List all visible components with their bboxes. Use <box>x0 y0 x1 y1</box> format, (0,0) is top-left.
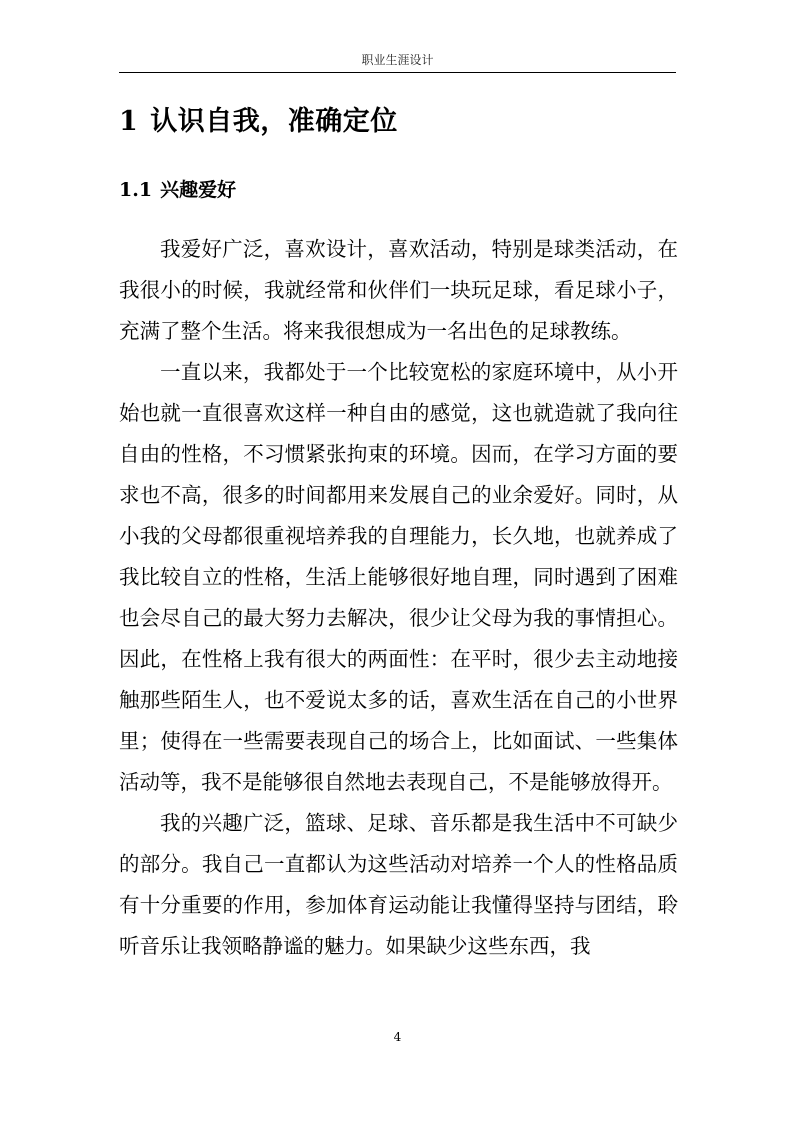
paragraph: 我爱好广泛，喜欢设计，喜欢活动，特别是球类活动，在我很小的时候，我就经常和伙伴们一块玩足球，看足球小子，充满了整个生活。将来我很想成为一名出色的足球教练。 <box>119 237 678 343</box>
body-text <box>119 229 678 967</box>
paragraph: 一直以来，我都处于一个比较宽松的家庭环境中，从小开始也就一直很喜欢这样一种自由的感觉，这也就造就了我向往自由的性格，不习惯紧张拘束的环境。因而，在学习方面的要求也不高，很多的时间都用来发展自己的业余爱好。同时，从小我的父母都很重视培养我的自理能力，长久地，也就养成了我比较自立的性格，生活上能够很好地自理，同时遇到了困难也会尽自己的最大努力去解决，很少让父母为我的事情担心。因此，在性格上我有很大的两面性：在平时，很少去主动地接触那些陌生人，也不爱说太多的话，喜欢生活在自己的小世界里；使得在一些需要表现自己的场合上，比如面试、一些集体活动等，我不是能够很自然地去表现自己，不是能够放得开。 <box>119 360 678 794</box>
running-header: 职业生涯设计 <box>361 53 434 67</box>
section-number: 1.1 <box>119 179 153 201</box>
chapter-title-text: 认识自我，准确定位 <box>150 106 398 137</box>
paragraph: 我的兴趣广泛，篮球、足球、音乐都是我生活中不可缺少的部分。我自己一直都认为这些活动对培养一个人的性格品质有十分重要的作用，参加体育运动能让我懂得坚持与团结，聆听音乐让我领略静谧的魅力。如果缺少这些东西，我 <box>119 811 678 958</box>
chapter-number: 1 <box>119 106 139 137</box>
section-heading <box>119 175 236 205</box>
chapter-heading <box>119 102 398 142</box>
section-title-text: 兴趣爱好 <box>160 179 237 201</box>
page-number: 4 <box>393 1030 402 1044</box>
header-divider <box>119 72 676 73</box>
